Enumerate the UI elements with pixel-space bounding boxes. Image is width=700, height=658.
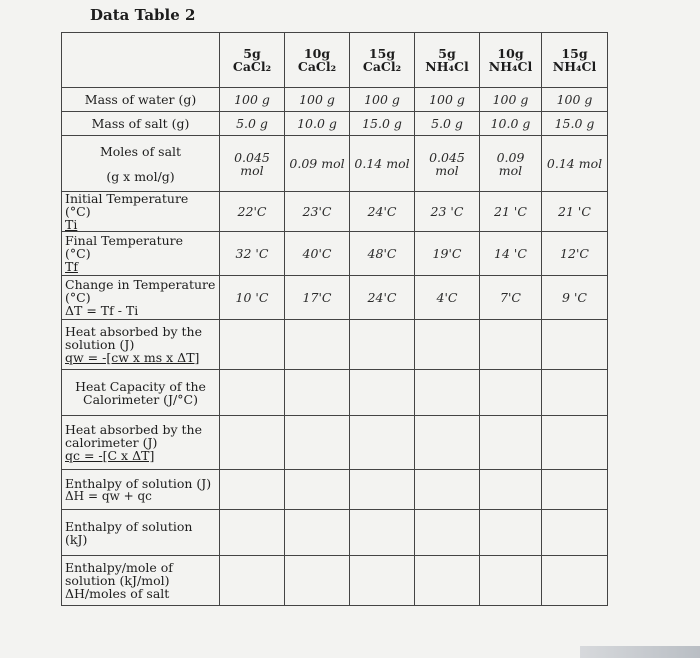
row-label: Change in Temperature (°C) ΔT = Tf - Ti bbox=[62, 276, 220, 320]
table-cell[interactable]: 10 'C bbox=[220, 276, 285, 320]
table-cell[interactable]: 0.09 mol bbox=[285, 136, 350, 192]
empty-cell[interactable] bbox=[480, 416, 542, 470]
row-label: Heat absorbed by the calorimeter (J) qc = -[C x ΔT] bbox=[62, 416, 220, 470]
table-title: Data Table 2 bbox=[90, 6, 196, 24]
data-table bbox=[61, 32, 608, 606]
empty-cell[interactable] bbox=[285, 370, 350, 416]
table-cell[interactable]: 24'C bbox=[350, 192, 415, 232]
empty-cell[interactable] bbox=[415, 370, 480, 416]
table-cell[interactable]: 100 g bbox=[350, 88, 415, 112]
empty-cell[interactable] bbox=[220, 370, 285, 416]
empty-cell[interactable] bbox=[350, 510, 415, 556]
device-edge-strip bbox=[580, 646, 700, 658]
table-cell[interactable]: 15.0 g bbox=[542, 112, 608, 136]
table-cell[interactable]: 7'C bbox=[480, 276, 542, 320]
table-cell[interactable]: 40'C bbox=[285, 232, 350, 276]
table-cell[interactable]: 21 'C bbox=[542, 192, 608, 232]
table-cell[interactable]: 0.045 mol bbox=[220, 136, 285, 192]
table-row bbox=[62, 416, 608, 470]
table-cell[interactable]: 0.14 mol bbox=[350, 136, 415, 192]
row-label: Enthalpy of solution (kJ) bbox=[62, 510, 220, 556]
table-cell[interactable]: 10.0 g bbox=[480, 112, 542, 136]
empty-cell[interactable] bbox=[350, 556, 415, 606]
row-label: Final Temperature (°C) Tf bbox=[62, 232, 220, 276]
table-cell[interactable]: 23'C bbox=[285, 192, 350, 232]
empty-cell[interactable] bbox=[220, 470, 285, 510]
empty-cell[interactable] bbox=[415, 416, 480, 470]
empty-cell[interactable] bbox=[480, 320, 542, 370]
table-cell[interactable]: 9 'C bbox=[542, 276, 608, 320]
empty-cell[interactable] bbox=[285, 510, 350, 556]
empty-cell[interactable] bbox=[542, 556, 608, 606]
table-row bbox=[62, 112, 608, 136]
empty-cell[interactable] bbox=[542, 370, 608, 416]
empty-cell[interactable] bbox=[350, 320, 415, 370]
row-label: Enthalpy of solution (J) ΔH = qw + qc bbox=[62, 470, 220, 510]
row-label: Mass of salt (g) bbox=[62, 112, 220, 136]
table-cell[interactable]: 12'C bbox=[542, 232, 608, 276]
row-label: Enthalpy/mole of solution (kJ/mol) ΔH/moles of salt bbox=[62, 556, 220, 606]
table-cell[interactable]: 10.0 g bbox=[285, 112, 350, 136]
table-cell[interactable]: 21 'C bbox=[480, 192, 542, 232]
table-row bbox=[62, 276, 608, 320]
row-label: Heat absorbed by the solution (J) qw = -[cw x ms x ΔT] bbox=[62, 320, 220, 370]
table-row bbox=[62, 88, 608, 112]
empty-cell[interactable] bbox=[415, 556, 480, 606]
empty-cell[interactable] bbox=[480, 510, 542, 556]
table-cell[interactable]: 0.14 mol bbox=[542, 136, 608, 192]
empty-cell[interactable] bbox=[220, 320, 285, 370]
column-header: 10g CaCl₂ bbox=[285, 33, 350, 88]
empty-cell[interactable] bbox=[285, 470, 350, 510]
empty-cell[interactable] bbox=[480, 470, 542, 510]
table-cell[interactable]: 23 'C bbox=[415, 192, 480, 232]
header-corner bbox=[62, 33, 220, 88]
table-cell[interactable]: 15.0 g bbox=[350, 112, 415, 136]
empty-cell[interactable] bbox=[542, 470, 608, 510]
table-cell[interactable]: 4'C bbox=[415, 276, 480, 320]
row-label: Heat Capacity of the Calorimeter (J/°C) bbox=[62, 370, 220, 416]
empty-cell[interactable] bbox=[542, 416, 608, 470]
table-row bbox=[62, 470, 608, 510]
table-row bbox=[62, 192, 608, 232]
empty-cell[interactable] bbox=[285, 320, 350, 370]
table-cell[interactable]: 5.0 g bbox=[220, 112, 285, 136]
empty-cell[interactable] bbox=[542, 320, 608, 370]
column-header: 15g NH₄Cl bbox=[542, 33, 608, 88]
table-cell[interactable]: 100 g bbox=[480, 88, 542, 112]
table-row bbox=[62, 370, 608, 416]
table-cell[interactable]: 14 'C bbox=[480, 232, 542, 276]
table-cell[interactable]: 100 g bbox=[285, 88, 350, 112]
table-cell[interactable]: 100 g bbox=[415, 88, 480, 112]
table-row bbox=[62, 232, 608, 276]
table-cell[interactable]: 100 g bbox=[220, 88, 285, 112]
empty-cell[interactable] bbox=[285, 556, 350, 606]
column-header: 15g CaCl₂ bbox=[350, 33, 415, 88]
empty-cell[interactable] bbox=[350, 416, 415, 470]
column-header: 10g NH₄Cl bbox=[480, 33, 542, 88]
empty-cell[interactable] bbox=[415, 470, 480, 510]
empty-cell[interactable] bbox=[480, 370, 542, 416]
row-label: Initial Temperature (°C) Ti bbox=[62, 192, 220, 232]
table-cell[interactable]: 17'C bbox=[285, 276, 350, 320]
empty-cell[interactable] bbox=[220, 416, 285, 470]
empty-cell[interactable] bbox=[220, 556, 285, 606]
empty-cell[interactable] bbox=[350, 470, 415, 510]
row-label: Mass of water (g) bbox=[62, 88, 220, 112]
empty-cell[interactable] bbox=[415, 510, 480, 556]
column-header: 5g CaCl₂ bbox=[220, 33, 285, 88]
empty-cell[interactable] bbox=[285, 416, 350, 470]
empty-cell[interactable] bbox=[350, 370, 415, 416]
table-cell[interactable]: 48'C bbox=[350, 232, 415, 276]
table-cell[interactable]: 24'C bbox=[350, 276, 415, 320]
empty-cell[interactable] bbox=[542, 510, 608, 556]
table-cell[interactable]: 32 'C bbox=[220, 232, 285, 276]
table-row bbox=[62, 510, 608, 556]
table-row bbox=[62, 320, 608, 370]
row-label: Moles of salt (g x mol/g) bbox=[62, 136, 220, 192]
table-cell[interactable]: 100 g bbox=[542, 88, 608, 112]
table-row bbox=[62, 136, 608, 192]
table-cell[interactable]: 19'C bbox=[415, 232, 480, 276]
table-row bbox=[62, 556, 608, 606]
empty-cell[interactable] bbox=[220, 510, 285, 556]
table-cell[interactable]: 0.045 mol bbox=[415, 136, 480, 192]
empty-cell[interactable] bbox=[480, 556, 542, 606]
header-row bbox=[62, 33, 608, 88]
table-cell[interactable]: 22'C bbox=[220, 192, 285, 232]
empty-cell[interactable] bbox=[415, 320, 480, 370]
column-header: 5g NH₄Cl bbox=[415, 33, 480, 88]
table-cell[interactable]: 0.09 mol bbox=[480, 136, 542, 192]
table-cell[interactable]: 5.0 g bbox=[415, 112, 480, 136]
